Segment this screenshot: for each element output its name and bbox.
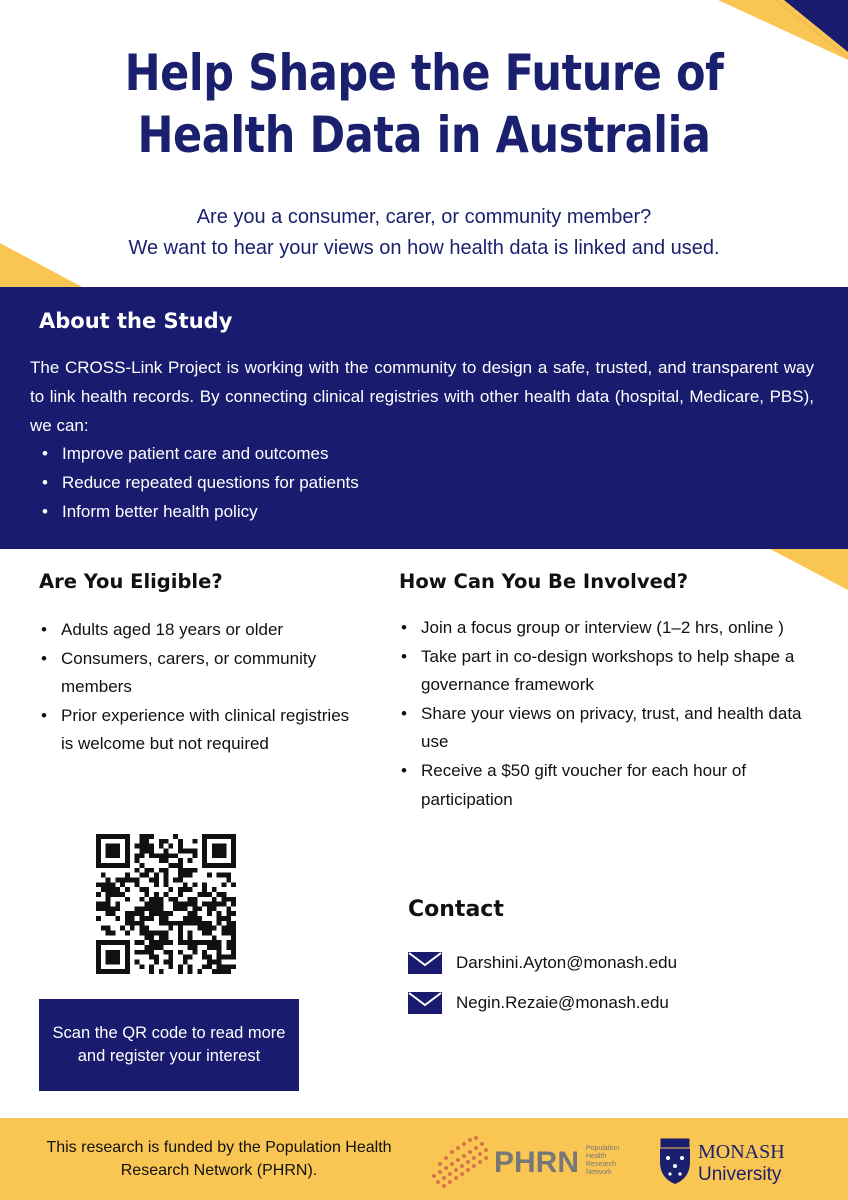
phrn-tag: Population [586, 1145, 620, 1152]
contact-heading: Contact [408, 897, 504, 922]
qr-caption: Scan the QR code to read more and register your interest [52, 1024, 286, 1065]
involved-heading: How Can You Be Involved? [399, 570, 689, 593]
about-section [0, 287, 848, 549]
about-heading: About the Study [39, 309, 233, 333]
involved-item: • Take part in co-design workshops to help shape a governance framework [398, 643, 818, 700]
about-item: • Improve patient care and outcomes [38, 439, 359, 468]
contact-email-link[interactable]: Negin.Rezaie@monash.edu [456, 993, 669, 1012]
funding-statement: This research is funded by the Population Health Research Network (PHRN). [46, 1139, 392, 1179]
phrn-tag: Network [586, 1169, 612, 1176]
contact-row[interactable] [408, 950, 677, 976]
subtitle [0, 202, 848, 264]
eligible-item: • Adults aged 18 years or older [38, 616, 358, 645]
phrn-dot-mark [432, 1136, 488, 1188]
page-title [59, 42, 788, 166]
qr-caption-box [39, 999, 299, 1091]
title-line-1: Help Shape the Future of [124, 44, 724, 102]
envelope-icon [408, 952, 442, 974]
about-body: The CROSS-Link Project is working with the community to design a safe, trusted, and transparent way to link health records. By connecting clinical registries with other health data (hospital, Medicare, PBS), we can: [30, 358, 814, 435]
phrn-tag: Research [586, 1161, 616, 1168]
involved-item: • Share your views on privacy, trust, and health data use [398, 700, 818, 757]
phrn-logo [428, 1128, 628, 1192]
about-list [38, 439, 359, 526]
involved-item: • Receive a $50 gift voucher for each hour of participation [398, 757, 818, 814]
subtitle-line-2: We want to hear your views on how health data is linked and used. [128, 237, 720, 259]
about-item: • Reduce repeated questions for patients [38, 468, 359, 497]
title-line-2: Health Data in Australia [137, 106, 711, 164]
involved-item: • Join a focus group or interview (1–2 hrs, online ) [398, 614, 818, 643]
eligible-list [38, 616, 358, 759]
about-item: • Inform better health policy [38, 497, 359, 526]
monash-shield-icon [660, 1138, 690, 1184]
contact-row[interactable] [408, 990, 669, 1016]
involved-list [398, 614, 818, 814]
envelope-icon [408, 992, 442, 1014]
contact-email-link[interactable]: Darshini.Ayton@monash.edu [456, 953, 678, 972]
qr-code[interactable] [96, 834, 236, 974]
footer [0, 1118, 848, 1200]
eligible-item: • Consumers, carers, or community members [38, 645, 358, 702]
eligible-heading: Are You Eligible? [39, 570, 223, 593]
subtitle-line-1: Are you a consumer, carer, or community member? [196, 206, 652, 228]
phrn-wordmark: PHRN [494, 1146, 580, 1179]
monash-logo [656, 1134, 816, 1186]
phrn-tag: Health [586, 1153, 607, 1160]
eligible-item: • Prior experience with clinical registries is welcome but not required [38, 702, 358, 759]
monash-subtitle: University [698, 1164, 782, 1185]
monash-wordmark: MONASH [698, 1141, 785, 1163]
